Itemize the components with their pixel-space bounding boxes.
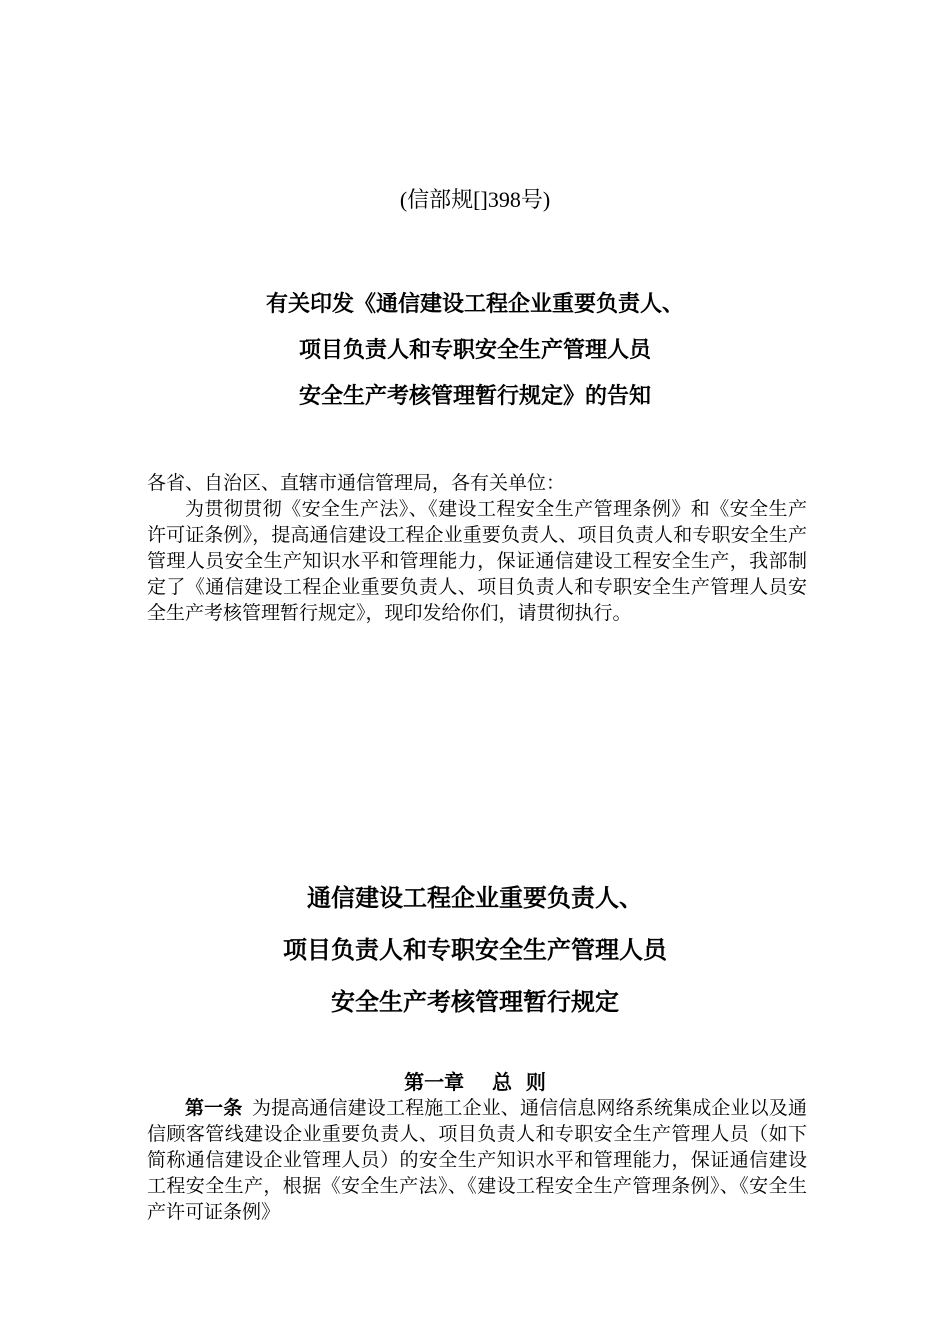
article-1: [147, 1095, 807, 1225]
notice-title-line-3: 安全生产考核管理暂行规定》的告知: [298, 384, 651, 409]
chapter-heading: 第一章 总 则: [404, 1070, 546, 1094]
notice-title: [0, 282, 950, 420]
document-number: (信部规[]398号): [399, 187, 551, 212]
notice-body: [147, 470, 807, 626]
article-1-paragraph: [147, 1095, 807, 1225]
article-1-text: 为提高通信建设工程施工企业、通信信息网络系统集成企业以及通信顾客管线建设企业重要负责人、项目负责人和专职安全生产管理人员（如下简称通信建设企业管理人员）的安全生产知识水平和管理能力，保证通信建设工程安全生产，根据《安全生产法》、《建设工程安全生产管理条例》、《安全生产许可证条例》: [147, 1097, 807, 1223]
regulation-title-line-1: 通信建设工程企业重要负责人、: [307, 884, 643, 912]
regulation-title: [0, 872, 950, 1028]
notice-salutation: 各省、自治区、直辖市通信管理局，各有关单位：: [147, 472, 566, 494]
regulation-title-line-2: 项目负责人和专职安全生产管理人员: [283, 936, 667, 964]
notice-title-line-2: 项目负责人和专职安全生产管理人员: [298, 338, 651, 363]
article-1-label: 第一条: [185, 1097, 243, 1119]
notice-paragraph: 为贯彻贯彻《安全生产法》、《建设工程安全生产管理条例》和《安全生产许可证条例》，提高通信建设工程企业重要负责人、项目负责人和专职安全生产管理人员安全生产知识水平和管理能力，保证通信建设工程安全生产，我部制定了《通信建设工程企业重要负责人、项目负责人和专职安全生产管理人员安全生产考核管理暂行规定》，现印发给你们，请贯彻执行。: [147, 498, 807, 624]
regulation-title-line-3: 安全生产考核管理暂行规定: [331, 988, 619, 1016]
notice-title-line-1: 有关印发《通信建设工程企业重要负责人、: [265, 292, 684, 317]
